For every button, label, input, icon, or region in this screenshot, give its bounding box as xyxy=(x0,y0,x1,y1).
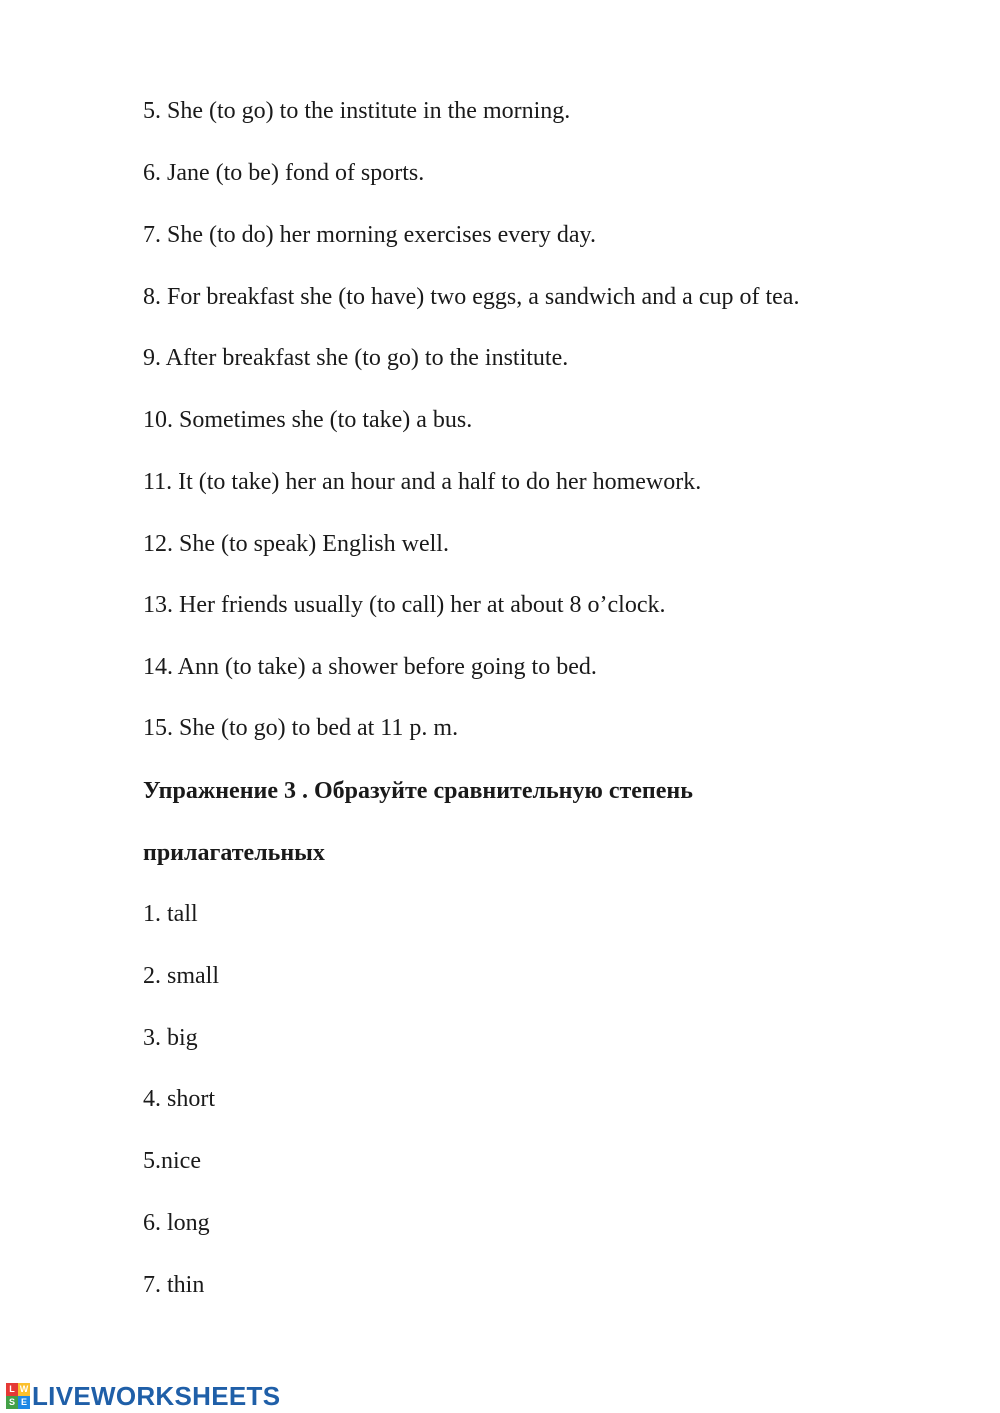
exercise2-item-13: 13. Her friends usually (to call) her at about 8 o’clock. xyxy=(143,592,666,618)
exercise2-item-7: 7. She (to do) her morning exercises every day. xyxy=(143,222,596,248)
exercise3-item-3: 3. big xyxy=(143,1025,198,1051)
exercise3-item-6: 6. long xyxy=(143,1210,210,1236)
logo-text: LIVEWORKSHEETS xyxy=(32,1380,281,1411)
logo-badge-icon xyxy=(6,1383,30,1409)
exercise2-item-11: 11. It (to take) her an hour and a half to do her homework. xyxy=(143,469,702,495)
exercise2-item-14: 14. Ann (to take) a shower before going to bed. xyxy=(143,654,597,680)
exercise2-item-10: 10. Sometimes she (to take) a bus. xyxy=(143,407,473,433)
exercise2-item-6: 6. Jane (to be) fond of sports. xyxy=(143,160,425,186)
exercise3-item-1: 1. tall xyxy=(143,901,198,927)
exercise3-item-5: 5.nice xyxy=(143,1148,201,1174)
exercise3-heading-line2: прилагательных xyxy=(143,840,325,866)
logo-cell-red: L xyxy=(6,1383,18,1396)
exercise2-item-9: 9. After breakfast she (to go) to the institute. xyxy=(143,345,569,371)
exercise3-item-2: 2. small xyxy=(143,963,219,989)
exercise2-item-8: 8. For breakfast she (to have) two eggs, a sandwich and a cup of tea. xyxy=(143,284,800,310)
exercise2-item-12: 12. She (to speak) English well. xyxy=(143,531,449,557)
logo-cell-yellow: W xyxy=(19,1384,29,1394)
exercise2-item-15: 15. She (to go) to bed at 11 p. m. xyxy=(143,715,459,741)
logo-cell-blue: E xyxy=(18,1396,30,1409)
liveworksheets-logo xyxy=(6,1381,280,1411)
logo-cell-green: S xyxy=(6,1396,18,1409)
exercise3-heading-line1: Упражнение 3 . Образуйте сравнительную степень xyxy=(143,778,693,804)
exercise3-item-4: 4. short xyxy=(143,1086,215,1112)
exercise2-item-5: 5. She (to go) to the institute in the morning. xyxy=(143,98,571,124)
exercise3-item-7: 7. thin xyxy=(143,1272,205,1298)
